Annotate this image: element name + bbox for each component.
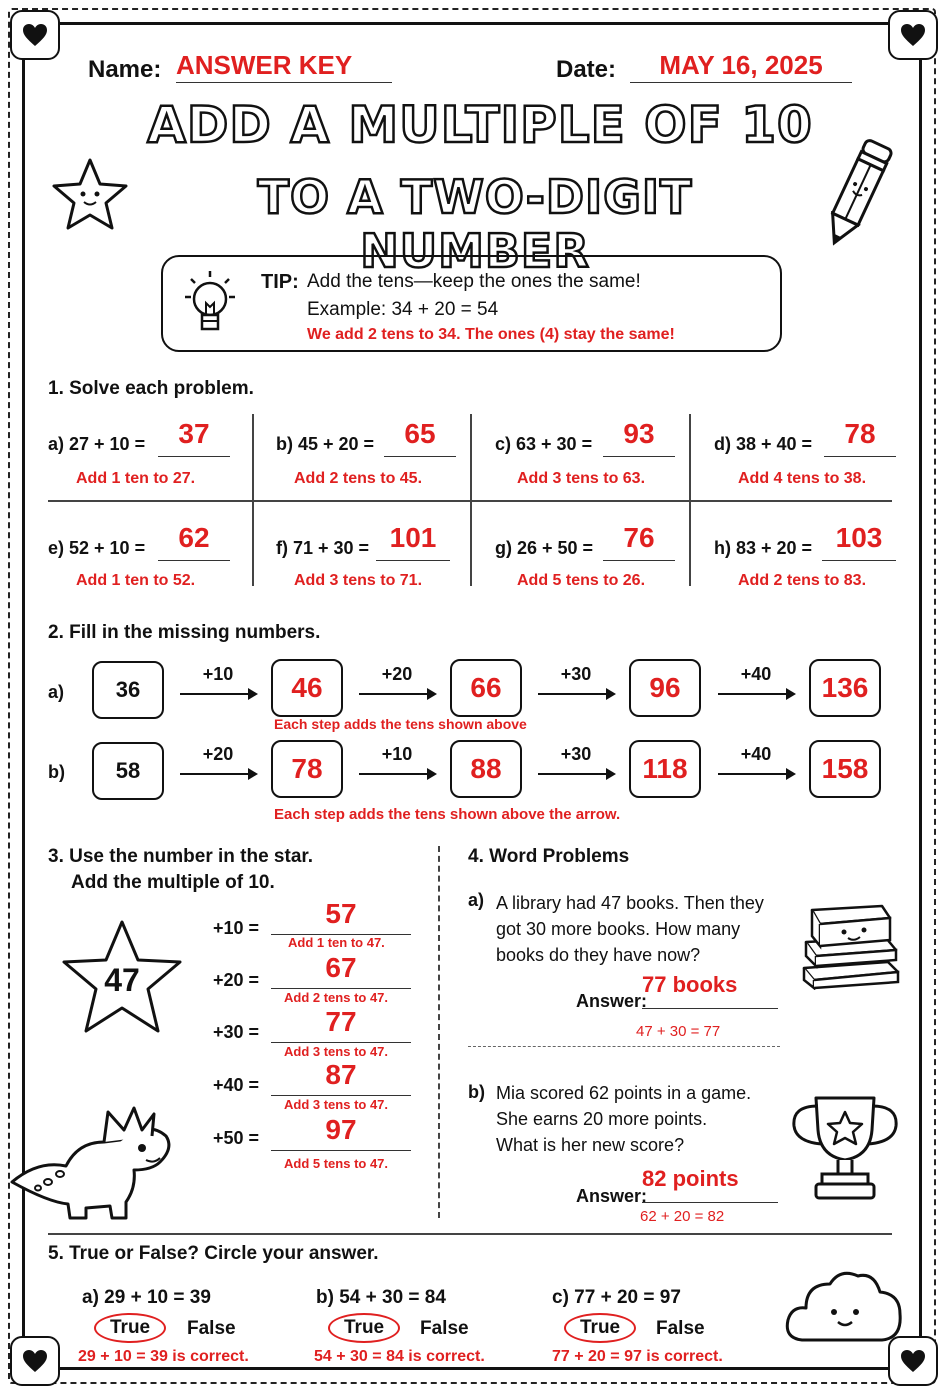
- answer-field[interactable]: 67: [271, 952, 411, 989]
- tf-question: b) 54 + 30 = 84: [316, 1287, 446, 1308]
- add-op: +40 =: [213, 1075, 260, 1095]
- problem-cell: [48, 418, 248, 490]
- problem-divider: [468, 1046, 780, 1047]
- word-problem-text: A library had 47 books. Then they got 30 more books. How many books do they have now?: [496, 893, 764, 965]
- section-1-title: 1. Solve each problem.: [48, 378, 254, 399]
- answer-box[interactable]: 158: [809, 740, 881, 798]
- section-divider: [48, 1233, 892, 1235]
- true-option[interactable]: True: [328, 1313, 400, 1343]
- item-hint: Add 3 tens to 47.: [284, 1097, 389, 1112]
- true-option[interactable]: True: [94, 1313, 166, 1343]
- answer-box[interactable]: 78: [271, 740, 343, 798]
- tip-text: Add the tens—keep the ones the same!: [307, 271, 641, 292]
- false-option[interactable]: False: [420, 1318, 469, 1339]
- answer-field[interactable]: 37: [158, 418, 230, 457]
- true-option[interactable]: True: [564, 1313, 636, 1343]
- add-op: +20 =: [213, 970, 260, 990]
- step-arrow: +30: [538, 744, 614, 775]
- trophy-icon: [786, 1090, 904, 1202]
- step-arrow: +10: [359, 744, 435, 775]
- answer-box[interactable]: 96: [629, 659, 701, 717]
- grid-divider: [48, 500, 892, 502]
- star-icon: [50, 156, 130, 232]
- answer-field[interactable]: 57: [271, 898, 411, 935]
- problem-cell: [495, 520, 685, 592]
- row-note: Each step adds the tens shown above the arrow.: [274, 806, 621, 823]
- answer-field[interactable]: 78: [824, 418, 896, 457]
- answer-field[interactable]: 87: [271, 1059, 411, 1096]
- problem-question: c) 63 + 30 =: [495, 434, 593, 454]
- problem-question: e) 52 + 10 =: [48, 538, 146, 558]
- tf-note: 54 + 30 = 84 is correct.: [314, 1348, 485, 1365]
- word-problem-label: b): [468, 1082, 485, 1102]
- problem-question: f) 71 + 30 =: [276, 538, 370, 558]
- answer-label: Answer:: [576, 991, 648, 1011]
- problem-hint: Add 3 tens to 63.: [517, 470, 646, 487]
- name-field[interactable]: ANSWER KEY: [176, 50, 392, 83]
- problem-question: g) 26 + 50 =: [495, 538, 594, 558]
- answer-field[interactable]: 93: [603, 418, 675, 457]
- title-line-2: TO A TWO-DIGIT NUMBER: [257, 170, 693, 278]
- problem-cell: [276, 418, 476, 490]
- problem-cell: [495, 418, 685, 490]
- step-arrow: +20: [180, 744, 256, 775]
- problem-cell: [48, 520, 248, 592]
- tip-example: Example: 34 + 20 = 54: [307, 299, 499, 320]
- problem-hint: Add 2 tens to 83.: [738, 572, 867, 589]
- books-icon: [798, 902, 902, 990]
- date-field[interactable]: MAY 16, 2025: [630, 50, 852, 83]
- add-op: +50 =: [213, 1128, 260, 1148]
- answer-field[interactable]: 97: [271, 1114, 411, 1151]
- problem-cell: [714, 418, 904, 490]
- pencil-icon: [818, 130, 898, 254]
- answer-field[interactable]: 77 books: [642, 972, 778, 1009]
- tip-label: TIP:: [261, 271, 299, 293]
- word-problem-text: Mia scored 62 points in a game. She earns 20 more points. What is her new score?: [496, 1083, 752, 1155]
- number-box: 36: [92, 661, 164, 719]
- lightbulb-icon: [175, 267, 245, 343]
- heart-icon: [888, 10, 938, 60]
- false-option[interactable]: False: [187, 1318, 236, 1339]
- tf-question: a) 29 + 10 = 39: [82, 1287, 211, 1308]
- answer-field[interactable]: 103: [822, 522, 896, 561]
- answer-field[interactable]: 77: [271, 1006, 411, 1043]
- answer-box[interactable]: 118: [629, 740, 701, 798]
- dinosaur-icon: [8, 1090, 178, 1224]
- heart-icon: [10, 10, 60, 60]
- section-divider: [438, 846, 440, 1218]
- cloud-icon: [782, 1262, 906, 1352]
- answer-box[interactable]: 88: [450, 740, 522, 798]
- tf-note: 29 + 10 = 39 is correct.: [78, 1348, 249, 1365]
- heart-icon: [10, 1336, 60, 1386]
- section-3-title: 3. Use the number in the star.: [48, 846, 314, 867]
- problem-question: b) 45 + 20 =: [276, 434, 375, 454]
- section-3-subtitle: Add the multiple of 10.: [71, 872, 275, 893]
- problem-question: d) 38 + 40 =: [714, 434, 813, 454]
- problem-question: h) 83 + 20 =: [714, 538, 813, 558]
- answer-box[interactable]: 46: [271, 659, 343, 717]
- problem-cell: [276, 520, 476, 592]
- add-op: +30 =: [213, 1022, 260, 1042]
- problem-hint: Add 4 tens to 38.: [738, 470, 867, 487]
- answer-field[interactable]: 62: [158, 522, 230, 561]
- step-arrow: +40: [718, 664, 794, 695]
- row-label: a): [48, 682, 65, 702]
- item-hint: Add 1 ten to 47.: [288, 935, 385, 950]
- item-hint: Add 2 tens to 47.: [284, 990, 389, 1005]
- section-5-title: 5. True or False? Circle your answer.: [48, 1243, 379, 1264]
- step-arrow: +40: [718, 744, 794, 775]
- answer-label: Answer:: [576, 1186, 648, 1206]
- section-4-title: 4. Word Problems: [468, 846, 630, 867]
- step-arrow: +30: [538, 664, 614, 695]
- step-arrow: +20: [359, 664, 435, 695]
- problem-hint: Add 1 ten to 52.: [76, 572, 196, 589]
- problem-question: a) 27 + 10 =: [48, 434, 146, 454]
- row-label: b): [48, 762, 65, 782]
- answer-field[interactable]: 65: [384, 418, 456, 457]
- problem-hint: Add 2 tens to 45.: [294, 470, 423, 487]
- problem-hint: Add 3 tens to 71.: [294, 572, 423, 589]
- tip-box: [161, 255, 782, 352]
- problem-hint: Add 1 ten to 27.: [76, 470, 196, 487]
- answer-field[interactable]: 82 points: [642, 1166, 778, 1203]
- work-shown: 47 + 30 = 77: [636, 1023, 721, 1040]
- star-number: 47: [104, 962, 140, 998]
- work-shown: 62 + 20 = 82: [640, 1208, 725, 1225]
- answer-field[interactable]: 101: [376, 522, 450, 561]
- item-hint: Add 3 tens to 47.: [284, 1044, 389, 1059]
- problem-hint: Add 5 tens to 26.: [517, 572, 646, 589]
- answer-box[interactable]: 66: [450, 659, 522, 717]
- add-op: +10 =: [213, 918, 260, 938]
- false-option[interactable]: False: [656, 1318, 705, 1339]
- title-line-1: ADD A MULTIPLE OF 10: [147, 96, 813, 154]
- number-box: 58: [92, 742, 164, 800]
- answer-box[interactable]: 136: [809, 659, 881, 717]
- date-label: Date:: [556, 56, 617, 83]
- tf-question: c) 77 + 20 = 97: [552, 1287, 681, 1308]
- section-2-title: 2. Fill in the missing numbers.: [48, 622, 321, 643]
- answer-field[interactable]: 76: [603, 522, 675, 561]
- tf-note: 77 + 20 = 97 is correct.: [552, 1348, 723, 1365]
- tip-explanation: We add 2 tens to 34. The ones (4) stay the same!: [307, 326, 675, 343]
- problem-cell: [714, 520, 904, 592]
- step-arrow: +10: [180, 664, 256, 695]
- word-problem-label: a): [468, 890, 485, 910]
- item-hint: Add 5 tens to 47.: [284, 1156, 389, 1171]
- row-note: Each step adds the tens shown above: [274, 716, 527, 732]
- name-label: Name:: [88, 56, 162, 83]
